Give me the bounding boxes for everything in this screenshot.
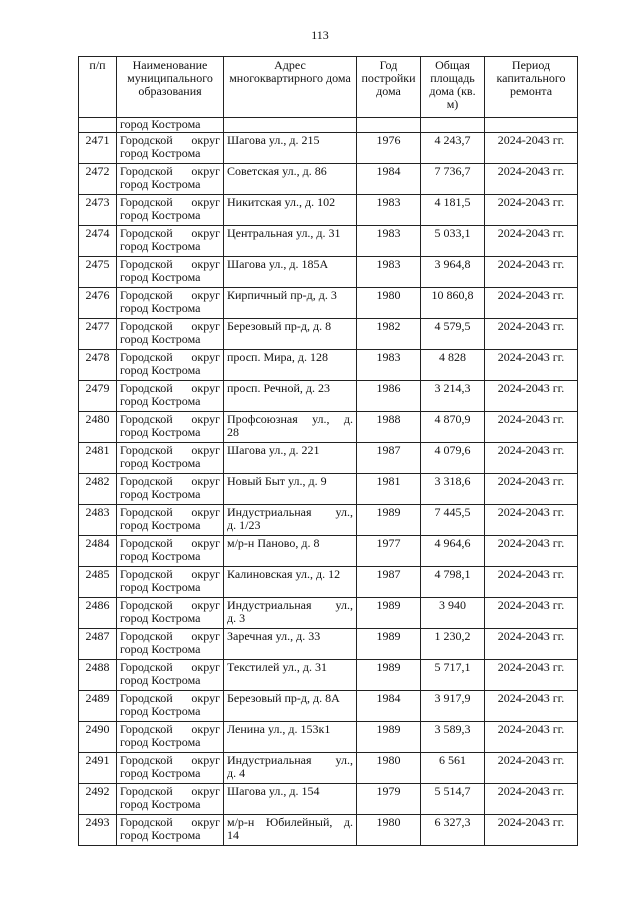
table-row: [79, 567, 578, 598]
row-address: Индустриальная ул., д. 3: [224, 598, 357, 629]
row-address: Калиновская ул., д. 12: [224, 567, 357, 598]
row-area: 5 717,1: [421, 660, 485, 691]
table-row: [79, 412, 578, 443]
table-row: [79, 815, 578, 846]
row-number: 2492: [79, 784, 117, 815]
header-address: Адрес многоквартирного дома: [224, 57, 357, 118]
row-municipality: Городской округ город Кострома: [117, 505, 224, 536]
row-year: 1987: [357, 443, 421, 474]
row-area: 4 798,1: [421, 567, 485, 598]
continuation-cell: город Кострома: [117, 118, 224, 133]
row-address: Березовый пр-д, д. 8: [224, 319, 357, 350]
row-year: 1984: [357, 691, 421, 722]
row-area: 4 964,6: [421, 536, 485, 567]
row-municipality: Городской округ город Кострома: [117, 257, 224, 288]
table-row: [79, 598, 578, 629]
row-year: 1980: [357, 753, 421, 784]
row-address: Советская ул., д. 86: [224, 164, 357, 195]
row-period: 2024-2043 гг.: [485, 536, 578, 567]
row-period: 2024-2043 гг.: [485, 660, 578, 691]
row-period: 2024-2043 гг.: [485, 164, 578, 195]
row-address: Шагова ул., д. 221: [224, 443, 357, 474]
row-number: 2483: [79, 505, 117, 536]
row-year: 1983: [357, 257, 421, 288]
row-municipality: Городской округ город Кострома: [117, 474, 224, 505]
row-year: 1983: [357, 195, 421, 226]
row-municipality: Городской округ город Кострома: [117, 195, 224, 226]
row-year: 1980: [357, 815, 421, 846]
row-number: 2476: [79, 288, 117, 319]
row-address: Шагова ул., д. 154: [224, 784, 357, 815]
row-period: 2024-2043 гг.: [485, 722, 578, 753]
row-municipality: Городской округ город Кострома: [117, 567, 224, 598]
header-period: Период капитального ремонта: [485, 57, 578, 118]
row-area: 3 214,3: [421, 381, 485, 412]
table-row: [79, 629, 578, 660]
row-year: 1989: [357, 660, 421, 691]
row-municipality: Городской округ город Кострома: [117, 164, 224, 195]
row-number: 2493: [79, 815, 117, 846]
row-municipality: Городской округ город Кострома: [117, 226, 224, 257]
row-period: 2024-2043 гг.: [485, 257, 578, 288]
row-period: 2024-2043 гг.: [485, 412, 578, 443]
row-area: 7 736,7: [421, 164, 485, 195]
row-municipality: Городской округ город Кострома: [117, 598, 224, 629]
row-number: 2473: [79, 195, 117, 226]
row-address: Березовый пр-д, д. 8А: [224, 691, 357, 722]
table-row: [79, 164, 578, 195]
row-number: 2478: [79, 350, 117, 381]
row-number: 2471: [79, 133, 117, 164]
row-period: 2024-2043 гг.: [485, 474, 578, 505]
table-row: [79, 350, 578, 381]
row-year: 1982: [357, 319, 421, 350]
row-address: Заречная ул., д. 33: [224, 629, 357, 660]
row-address: Текстилей ул., д. 31: [224, 660, 357, 691]
row-number: 2482: [79, 474, 117, 505]
row-municipality: Городской округ город Кострома: [117, 722, 224, 753]
row-area: 4 181,5: [421, 195, 485, 226]
row-year: 1977: [357, 536, 421, 567]
row-period: 2024-2043 гг.: [485, 319, 578, 350]
row-area: 5 033,1: [421, 226, 485, 257]
row-address: Ленина ул., д. 153к1: [224, 722, 357, 753]
row-year: 1989: [357, 598, 421, 629]
row-year: 1989: [357, 629, 421, 660]
table-row: [79, 660, 578, 691]
row-municipality: Городской округ город Кострома: [117, 660, 224, 691]
row-year: 1989: [357, 722, 421, 753]
row-number: 2487: [79, 629, 117, 660]
row-number: 2481: [79, 443, 117, 474]
row-period: 2024-2043 гг.: [485, 288, 578, 319]
row-area: 10 860,8: [421, 288, 485, 319]
row-year: 1984: [357, 164, 421, 195]
row-municipality: Городской округ город Кострома: [117, 443, 224, 474]
row-area: 6 561: [421, 753, 485, 784]
table-row: [79, 288, 578, 319]
row-area: 4 243,7: [421, 133, 485, 164]
row-period: 2024-2043 гг.: [485, 784, 578, 815]
row-address: Индустриальная ул., д. 1/23: [224, 505, 357, 536]
row-number: 2485: [79, 567, 117, 598]
table-row: [79, 133, 578, 164]
row-address: м/р-н Юбилейный, д. 14: [224, 815, 357, 846]
row-municipality: Городской округ город Кострома: [117, 691, 224, 722]
housing-table: [78, 56, 578, 846]
row-number: 2479: [79, 381, 117, 412]
row-number: 2491: [79, 753, 117, 784]
row-year: 1989: [357, 505, 421, 536]
table-row: [79, 319, 578, 350]
page-number: 113: [311, 28, 329, 42]
row-number: 2472: [79, 164, 117, 195]
row-year: 1980: [357, 288, 421, 319]
row-area: 4 870,9: [421, 412, 485, 443]
row-municipality: Городской округ город Кострома: [117, 629, 224, 660]
table-row: [79, 505, 578, 536]
row-address: Шагова ул., д. 215: [224, 133, 357, 164]
row-municipality: Городской округ город Кострома: [117, 536, 224, 567]
header-municipality: Наименование муниципального образования: [117, 57, 224, 118]
row-area: 4 579,5: [421, 319, 485, 350]
table-row: [79, 226, 578, 257]
row-area: 4 079,6: [421, 443, 485, 474]
row-address: Профсоюзная ул., д. 28: [224, 412, 357, 443]
row-area: 7 445,5: [421, 505, 485, 536]
row-period: 2024-2043 гг.: [485, 598, 578, 629]
row-number: 2486: [79, 598, 117, 629]
table-row: [79, 536, 578, 567]
continuation-row: [79, 118, 578, 133]
row-number: 2480: [79, 412, 117, 443]
row-area: 3 318,6: [421, 474, 485, 505]
row-address: м/р-н Паново, д. 8: [224, 536, 357, 567]
row-address: Центральная ул., д. 31: [224, 226, 357, 257]
table-row: [79, 753, 578, 784]
row-address: Новый Быт ул., д. 9: [224, 474, 357, 505]
row-period: 2024-2043 гг.: [485, 350, 578, 381]
row-area: 3 589,3: [421, 722, 485, 753]
table-row: [79, 474, 578, 505]
row-period: 2024-2043 гг.: [485, 195, 578, 226]
row-period: 2024-2043 гг.: [485, 567, 578, 598]
row-period: 2024-2043 гг.: [485, 443, 578, 474]
row-number: 2489: [79, 691, 117, 722]
row-municipality: Городской округ город Кострома: [117, 815, 224, 846]
row-municipality: Городской округ город Кострома: [117, 381, 224, 412]
row-period: 2024-2043 гг.: [485, 629, 578, 660]
row-number: 2490: [79, 722, 117, 753]
row-period: 2024-2043 гг.: [485, 753, 578, 784]
table-row: [79, 195, 578, 226]
header-num: п/п: [79, 57, 117, 118]
row-area: 4 828: [421, 350, 485, 381]
row-area: 3 940: [421, 598, 485, 629]
row-period: 2024-2043 гг.: [485, 133, 578, 164]
table-row: [79, 443, 578, 474]
row-address: просп. Мира, д. 128: [224, 350, 357, 381]
row-municipality: Городской округ город Кострома: [117, 133, 224, 164]
row-area: 3 917,9: [421, 691, 485, 722]
row-number: 2475: [79, 257, 117, 288]
row-address: просп. Речной, д. 23: [224, 381, 357, 412]
table-row: [79, 784, 578, 815]
row-area: 6 327,3: [421, 815, 485, 846]
row-number: 2477: [79, 319, 117, 350]
row-address: Шагова ул., д. 185А: [224, 257, 357, 288]
row-municipality: Городской округ город Кострома: [117, 350, 224, 381]
row-address: Индустриальная ул., д. 4: [224, 753, 357, 784]
row-municipality: Городской округ город Кострома: [117, 753, 224, 784]
table-row: [79, 381, 578, 412]
header-year: Год постройки дома: [357, 57, 421, 118]
row-address: Кирпичный пр-д, д. 3: [224, 288, 357, 319]
table-row: [79, 691, 578, 722]
table-row: [79, 722, 578, 753]
row-municipality: Городской округ город Кострома: [117, 784, 224, 815]
table-row: [79, 257, 578, 288]
row-period: 2024-2043 гг.: [485, 226, 578, 257]
row-number: 2474: [79, 226, 117, 257]
row-municipality: Городской округ город Кострома: [117, 288, 224, 319]
row-number: 2488: [79, 660, 117, 691]
row-municipality: Городской округ город Кострома: [117, 412, 224, 443]
row-period: 2024-2043 гг.: [485, 381, 578, 412]
row-area: 5 514,7: [421, 784, 485, 815]
row-municipality: Городской округ город Кострома: [117, 319, 224, 350]
row-year: 1983: [357, 350, 421, 381]
row-year: 1987: [357, 567, 421, 598]
row-year: 1986: [357, 381, 421, 412]
row-period: 2024-2043 гг.: [485, 815, 578, 846]
row-year: 1976: [357, 133, 421, 164]
row-number: 2484: [79, 536, 117, 567]
row-address: Никитская ул., д. 102: [224, 195, 357, 226]
row-area: 1 230,2: [421, 629, 485, 660]
table-header-row: [79, 57, 578, 118]
row-area: 3 964,8: [421, 257, 485, 288]
row-year: 1981: [357, 474, 421, 505]
row-period: 2024-2043 гг.: [485, 505, 578, 536]
row-period: 2024-2043 гг.: [485, 691, 578, 722]
header-area: Общая площадь дома (кв. м): [421, 57, 485, 118]
row-year: 1979: [357, 784, 421, 815]
row-year: 1983: [357, 226, 421, 257]
row-year: 1988: [357, 412, 421, 443]
